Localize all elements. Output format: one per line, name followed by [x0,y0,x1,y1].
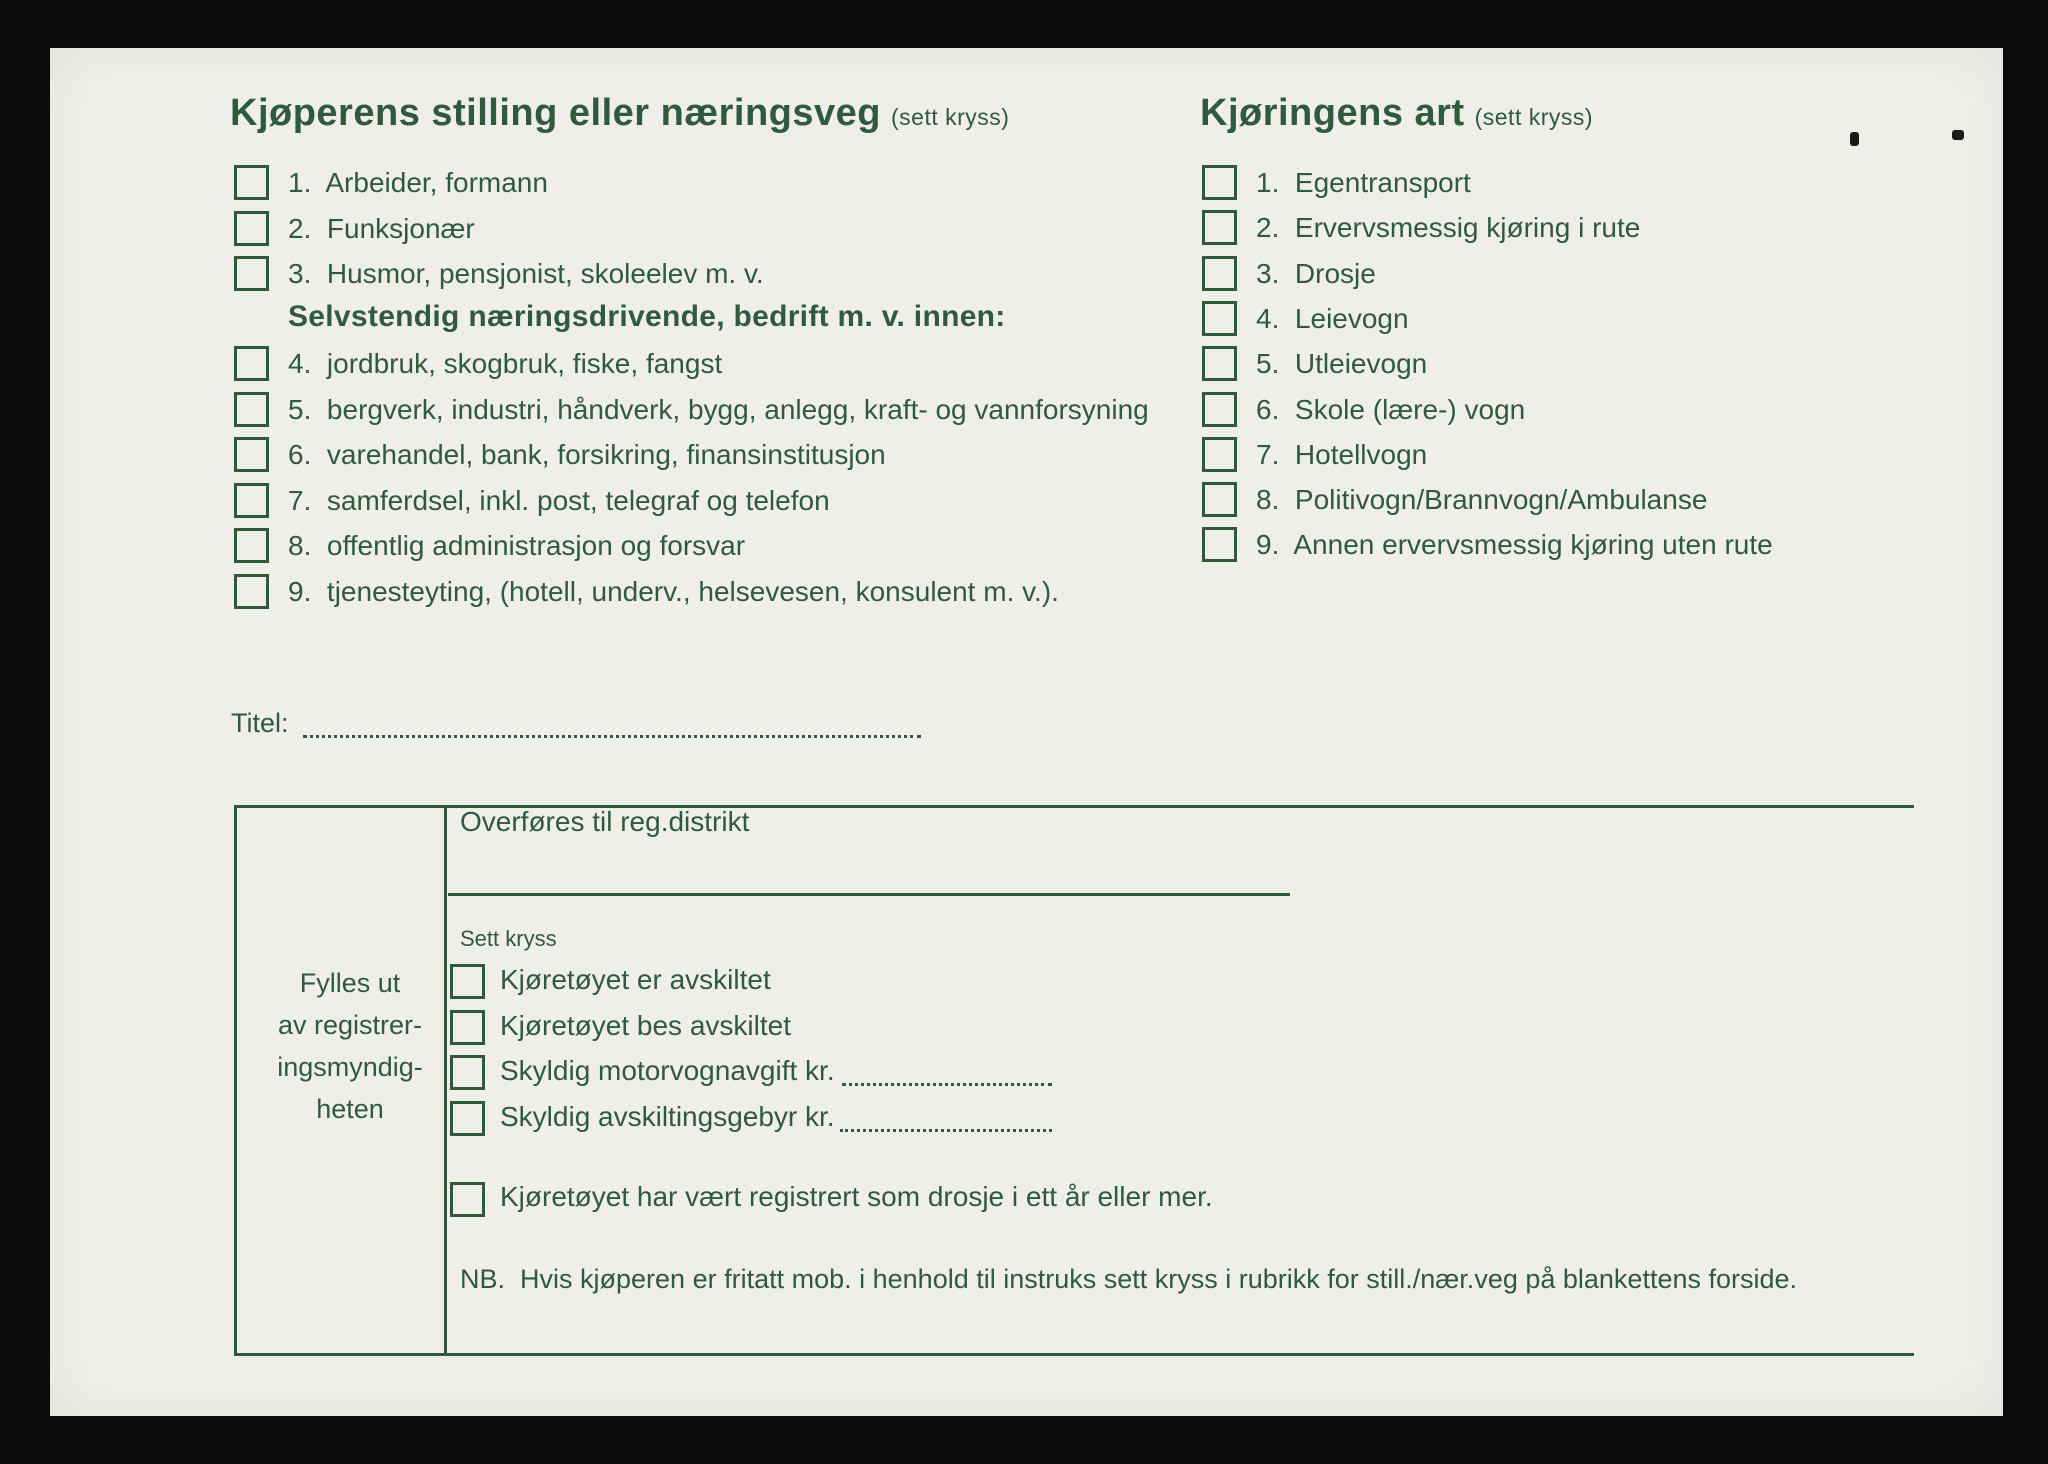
driving-type-item-label: Politivogn/Brannvogn/Ambulanse [1294,484,1708,516]
driving-type-item [1256,480,1707,520]
driving-type-item-label: Utleievogn [1294,348,1428,380]
sector-item-label: offentlig administrasjon og forsvar [326,530,746,561]
nb-label: NB. [460,1264,506,1294]
occupation-item-label: Arbeider, formann [325,167,548,198]
driving-type-item-label: Annen ervervsmessig kjøring uten rute [1293,529,1773,561]
occupation-item-label: Funksjonær [326,212,475,244]
driving-type-item [1256,390,1525,430]
driving-type-item-number: 5. [1256,348,1280,380]
sector-item-label: varehandel, bank, forsikring, finansinstitusjon [326,439,886,470]
bes-avskiltet-label: Kjøretøyet bes avskiltet [500,1010,791,1041]
occupation-item [288,209,475,249]
driving-type-item [1256,525,1773,565]
registry-side-label-line: heten [316,1094,384,1124]
driving-type-checkbox[interactable] [1202,527,1237,562]
driving-type-item-number: 7. [1256,438,1280,470]
occupation-checkbox[interactable] [234,165,269,200]
driving-type-item-number: 2. [1256,212,1280,244]
avskiltet-label: Kjøretøyet er avskiltet [500,964,771,995]
buyer-occupation-heading [230,92,1009,135]
motorvognavgift-label: Skyldig motorvognavgift kr. [500,1055,835,1086]
occupation-checkbox[interactable] [234,211,269,246]
occupation-item-number: 3. [288,258,312,289]
sector-checkbox[interactable] [234,392,269,427]
avskiltet-checkbox[interactable] [450,964,485,999]
occupation-checkbox[interactable] [234,256,269,291]
driving-type-checkbox[interactable] [1202,482,1237,517]
ink-mark [1952,130,1964,140]
driving-type-checkbox[interactable] [1202,346,1237,381]
registry-side-label-line: Fylles ut [299,968,401,998]
taxi-checkbox[interactable] [450,1182,485,1217]
driving-type-item [1256,208,1640,248]
titel-field[interactable] [303,735,921,738]
driving-type-item [1256,254,1376,294]
sector-item-number: 8. [288,530,312,561]
driving-type-item [1256,435,1427,475]
driving-type-checkbox[interactable] [1202,165,1237,200]
bes-avskiltet-checkbox[interactable] [450,1010,485,1045]
sector-item [288,481,830,521]
occupation-item [288,163,548,203]
driving-type-item-number: 3. [1256,257,1280,289]
sector-checkbox[interactable] [234,574,269,609]
occupation-item [288,254,764,294]
sector-item [288,526,745,566]
avskiltingsgebyr-label: Skyldig avskiltingsgebyr kr. [500,1101,835,1132]
occupation-item-label: Husmor, pensjonist, skoleelev m. v. [326,258,764,289]
sector-item-label: bergverk, industri, håndverk, bygg, anlegg, kraft- og vannforsyning [326,393,1149,425]
driving-type-item-label: Drosje [1294,257,1376,289]
driving-type-item-number: 8. [1256,484,1280,516]
occupation-item-number: 2. [288,212,312,244]
sector-item-number: 5. [288,393,312,425]
driving-type-item-number: 9. [1256,529,1280,561]
sector-item-number: 6. [288,439,312,470]
sector-checkbox[interactable] [234,346,269,381]
driving-type-checkbox[interactable] [1202,256,1237,291]
driving-type-item-number: 6. [1256,393,1280,425]
driving-type-checkbox[interactable] [1202,437,1237,472]
sector-item-label: tjenesteyting, (hotell, underv., helsevesen, konsulent m. v.). [326,575,1059,607]
driving-type-checkbox[interactable] [1202,301,1237,336]
transfer-field-line[interactable] [448,893,1290,896]
ink-mark [1850,132,1859,146]
sector-item-number: 4. [288,348,312,379]
avskiltingsgebyr-amount-field[interactable] [840,1129,1052,1132]
sector-item-number: 9. [288,575,312,607]
driving-type-item-label: Leievogn [1294,302,1409,334]
sector-item [288,390,1149,430]
motorvognavgift-amount-field[interactable] [842,1083,1052,1086]
driving-type-item-number: 1. [1256,167,1280,198]
sector-checkbox[interactable] [234,528,269,563]
sector-item [288,435,886,475]
nb-note [460,1264,1797,1295]
taxi-label: Kjøretøyet har vært registrert som drosje i ett år eller mer. [500,1181,1213,1212]
registry-box-bottom-border [234,1353,1914,1356]
nb-text: Hvis kjøperen er fritatt mob. i henhold til instruks sett kryss i rubrikk for still./nær.veg på blankettens forside. [520,1264,1798,1294]
sett-kryss-label: Sett kryss [460,926,557,951]
sector-checkbox[interactable] [234,437,269,472]
avskiltingsgebyr-checkbox[interactable] [450,1101,485,1136]
buyer-occupation-heading-text: Kjøperens stilling eller næringsveg [230,92,881,134]
driving-type-item-label: Skole (lære-) vogn [1294,393,1526,425]
sector-item [288,572,1059,612]
registry-box-left-border [234,805,237,1356]
occupation-item-number: 1. [288,167,312,198]
motorvognavgift-checkbox[interactable] [450,1055,485,1090]
driving-type-checkbox[interactable] [1202,392,1237,427]
driving-type-heading-text: Kjøringens art [1200,92,1465,134]
driving-type-heading-note: (sett kryss) [1474,104,1594,130]
titel-label: Titel: [231,708,289,738]
driving-type-item [1256,299,1409,339]
driving-type-item-label: Hotellvogn [1294,438,1428,470]
self-employed-subheading: Selvstendig næringsdrivende, bedrift m. v. innen: [288,300,1006,333]
driving-type-checkbox[interactable] [1202,210,1237,245]
sector-checkbox[interactable] [234,483,269,518]
sector-item-label: samferdsel, inkl. post, telegraf og telefon [326,484,830,516]
driving-type-item-label: Ervervsmessig kjøring i rute [1294,212,1641,244]
sector-item [288,344,722,384]
driving-type-item [1256,344,1427,384]
registry-side-label-line: ingsmyndig- [277,1052,423,1082]
buyer-occupation-heading-note: (sett kryss) [891,104,1010,130]
driving-type-item-number: 4. [1256,302,1280,334]
driving-type-heading [1200,92,1593,135]
registry-side-label [255,962,445,1130]
sector-item-number: 7. [288,484,312,516]
driving-type-item [1256,163,1471,203]
transfer-label: Overføres til reg.distrikt [460,806,750,837]
registry-side-label-line: av registrer- [277,1010,423,1040]
driving-type-item-label: Egentransport [1294,167,1471,198]
sector-item-label: jordbruk, skogbruk, fiske, fangst [326,348,723,379]
